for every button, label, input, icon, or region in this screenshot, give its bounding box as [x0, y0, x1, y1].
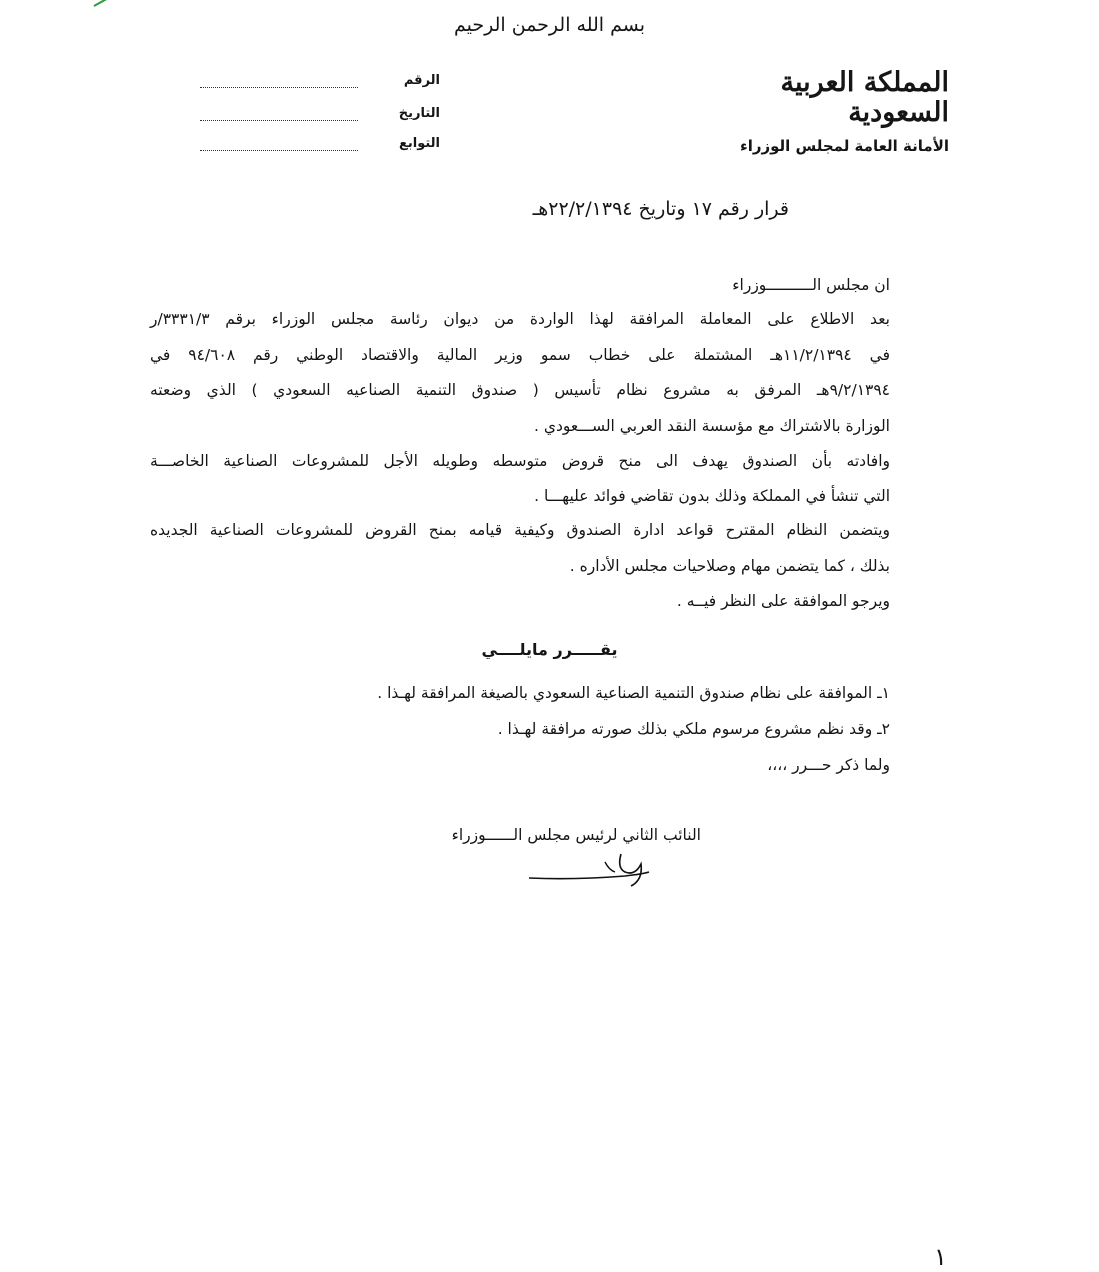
handwritten-signature	[525, 850, 665, 890]
closing-line: ولما ذكر حـــرر ،،،،	[767, 756, 890, 774]
signatory-title: النائب الثاني لرئيس مجلس الــــــوزراء	[451, 826, 701, 844]
body-line: في ١١/٢/١٣٩٤هـ المشتملة على خطاب سمو وزير المالية والاقتصاد الوطني رقم ٩٤/٦٠٨ في	[150, 346, 890, 364]
decision-line: قرار رقم ١٧ وتاريخ ٢٢/٢/١٣٩٤هـ	[532, 198, 789, 220]
resolution-items	[150, 0, 890, 800]
page-number: ١	[934, 1243, 947, 1271]
body-line: بذلك ، كما يتضمن مهام وصلاحيات مجلس الأداره .	[569, 557, 890, 575]
resolution-item: ٢ـ وقد نظم مشروع مرسوم ملكي بذلك صورته مرافقة لهـذا .	[497, 720, 890, 738]
basmala: بسم الله الرحمن الرحيم	[454, 14, 645, 36]
body-line: ويرجو الموافقة على النظر فيــه .	[676, 592, 890, 610]
body-line: التي تنشأ في المملكة وذلك بدون تقاضي فوائد عليهـــا .	[534, 487, 890, 505]
resolution-item: ١ـ الموافقة على نظام صندوق التنمية الصناعية السعودي بالصيغة المرافقة لهـذا .	[377, 684, 890, 702]
body-line: بعد الاطلاع على المعاملة المرافقة لهذا الواردة من ديوان رئاسة مجلس الوزراء برقم ٣٣٣١/٣/ر	[150, 310, 890, 328]
body-line: ان مجلس الــــــــــوزراء	[732, 276, 890, 294]
field-number-label: الرقم	[403, 73, 440, 88]
letterhead-title: المملكة العربية السعودية	[780, 67, 949, 128]
body-line: وافادته بأن الصندوق يهدف الى منح قروض متوسطه وطويله الأجل للمشروعات الصناعية الخاصـــة	[150, 452, 890, 470]
corner-mark-icon	[92, 0, 122, 8]
field-date-label: التاريخ	[398, 106, 440, 121]
body-line: الوزارة بالاشتراك مع مؤسسة النقد العربي الســـعودي .	[534, 417, 890, 435]
resolution-heading: يقـــــرر مايلــــي	[481, 640, 618, 659]
body-line: ٩/٢/١٣٩٤هـ المرفق به مشروع نظام تأسيس ( صندوق التنمية الصناعيه السعودي ) الذي وضعته	[150, 381, 890, 399]
body-line: ويتضمن النظام المقترح قواعد ادارة الصندوق وكيفية قيامه بمنح القروض للمشروعات الصناعية الجديده	[150, 521, 890, 539]
letterhead-subtitle: الأمانة العامة لمجلس الوزراء	[740, 137, 949, 156]
field-attachments-label: التوابع	[398, 136, 440, 151]
